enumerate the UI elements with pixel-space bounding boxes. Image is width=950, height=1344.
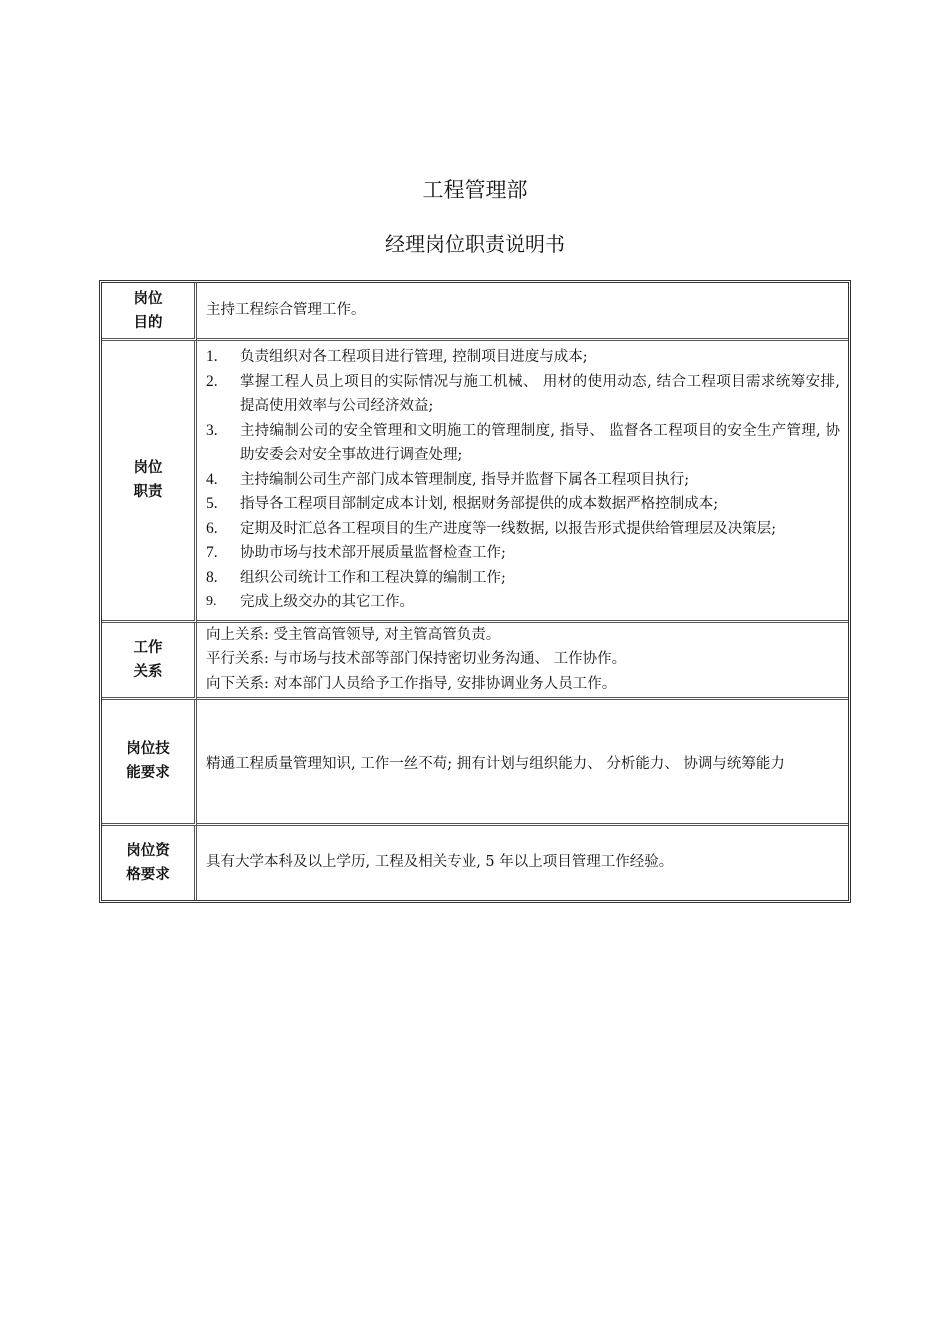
list-item <box>206 517 840 542</box>
list-item <box>206 468 840 493</box>
list-item-text: 完成上级交办的其它工作。 <box>240 594 414 610</box>
list-item <box>206 419 840 468</box>
list-item <box>206 345 840 370</box>
table-row-qualifications <box>102 826 848 900</box>
list-item-number: 6. <box>206 519 218 537</box>
downward-relation: 向下关系: 对本部门人员给予工作指导, 安排协调业务人员工作。 <box>206 675 617 692</box>
list-item <box>206 541 840 566</box>
qualifications-label-line1: 岗位资 <box>126 842 170 859</box>
skills-label-line1: 岗位技 <box>126 741 170 757</box>
list-item-text: 定期及时汇总各工程项目的生产进度等一线数据, 以报告形式提供给管理层及决策层; <box>240 520 777 537</box>
list-item-text: 指导各工程项目部制定成本计划, 根据财务部提供的成本数据严格控制成本; <box>240 496 719 512</box>
table-row-skills <box>102 700 848 826</box>
purpose-text: 主持工程综合管理工作。 <box>197 283 848 341</box>
list-item-text: 协助市场与技术部开展质量监督检查工作; <box>240 545 506 561</box>
qualifications-label-line2: 格要求 <box>126 866 170 883</box>
relations-content <box>197 623 848 700</box>
list-item-number: 9. <box>206 594 217 609</box>
list-item-number: 5. <box>206 495 218 512</box>
list-item-number: 3. <box>206 421 218 439</box>
purpose-label-line1: 岗位 <box>133 290 163 307</box>
skills-text: 精通工程质量管理知识, 工作一丝不苟; 拥有计划与组织能力、 分析能力、 协调与统筹能力 <box>206 755 785 772</box>
list-item-number: 2. <box>206 372 218 390</box>
list-item-number: 4. <box>206 470 218 488</box>
list-item-text: 掌握工程人员上项目的实际情况与施工机械、 用材的使用动态, 结合工程项目需求统筹安排, 提高使用效率与公司经济效益; <box>240 373 840 414</box>
list-item <box>206 566 840 591</box>
list-item-text: 组织公司统计工作和工程决算的编制工作; <box>240 569 506 586</box>
list-item-number: 7. <box>206 544 218 561</box>
skills-label-line2: 能要求 <box>126 765 170 781</box>
list-item-text: 主持编制公司的安全管理和文明施工的管理制度, 指导、 监督各工程项目的安全生产管理, 协助安委会对安全事故进行调查处理; <box>240 422 840 463</box>
department-title: 工程管理部 <box>422 178 528 202</box>
list-item-text: 主持编制公司生产部门成本管理制度, 指导并监督下属各工程项目执行; <box>240 471 690 488</box>
list-item-text: 负责组织对各工程项目进行管理, 控制项目进度与成本; <box>240 349 588 365</box>
duties-label-line2: 职责 <box>133 484 163 501</box>
list-item-number: 1. <box>206 348 218 365</box>
purpose-label <box>102 283 197 341</box>
purpose-label-line2: 目的 <box>133 314 163 331</box>
document-title: 经理岗位职责说明书 <box>385 232 565 256</box>
skills-label <box>102 700 197 826</box>
list-item <box>206 370 840 419</box>
table-row-duties <box>102 341 848 623</box>
duties-content <box>197 341 848 623</box>
table-row-relations <box>102 623 848 700</box>
list-item-number: 8. <box>206 568 218 586</box>
qualifications-label <box>102 826 197 900</box>
duties-label-line1: 岗位 <box>133 460 163 477</box>
relations-label-line2: 关系 <box>133 663 163 680</box>
qualifications-text: 具有大学本科及以上学历, 工程及相关专业, 5 年以上项目管理工作经验。 <box>206 854 674 871</box>
duties-list <box>206 341 840 620</box>
table-row-purpose <box>102 283 848 341</box>
list-item <box>206 590 840 615</box>
skills-content <box>197 700 848 826</box>
duties-label <box>102 341 197 623</box>
job-description-table <box>99 280 851 903</box>
upward-relation: 向上关系: 受主管高管领导, 对主管高管负责。 <box>206 626 501 643</box>
relations-label <box>102 623 197 700</box>
parallel-relation: 平行关系: 与市场与技术部等部门保持密切业务沟通、 工作协作。 <box>206 651 627 668</box>
list-item <box>206 492 840 517</box>
relations-label-line1: 工作 <box>133 639 163 656</box>
